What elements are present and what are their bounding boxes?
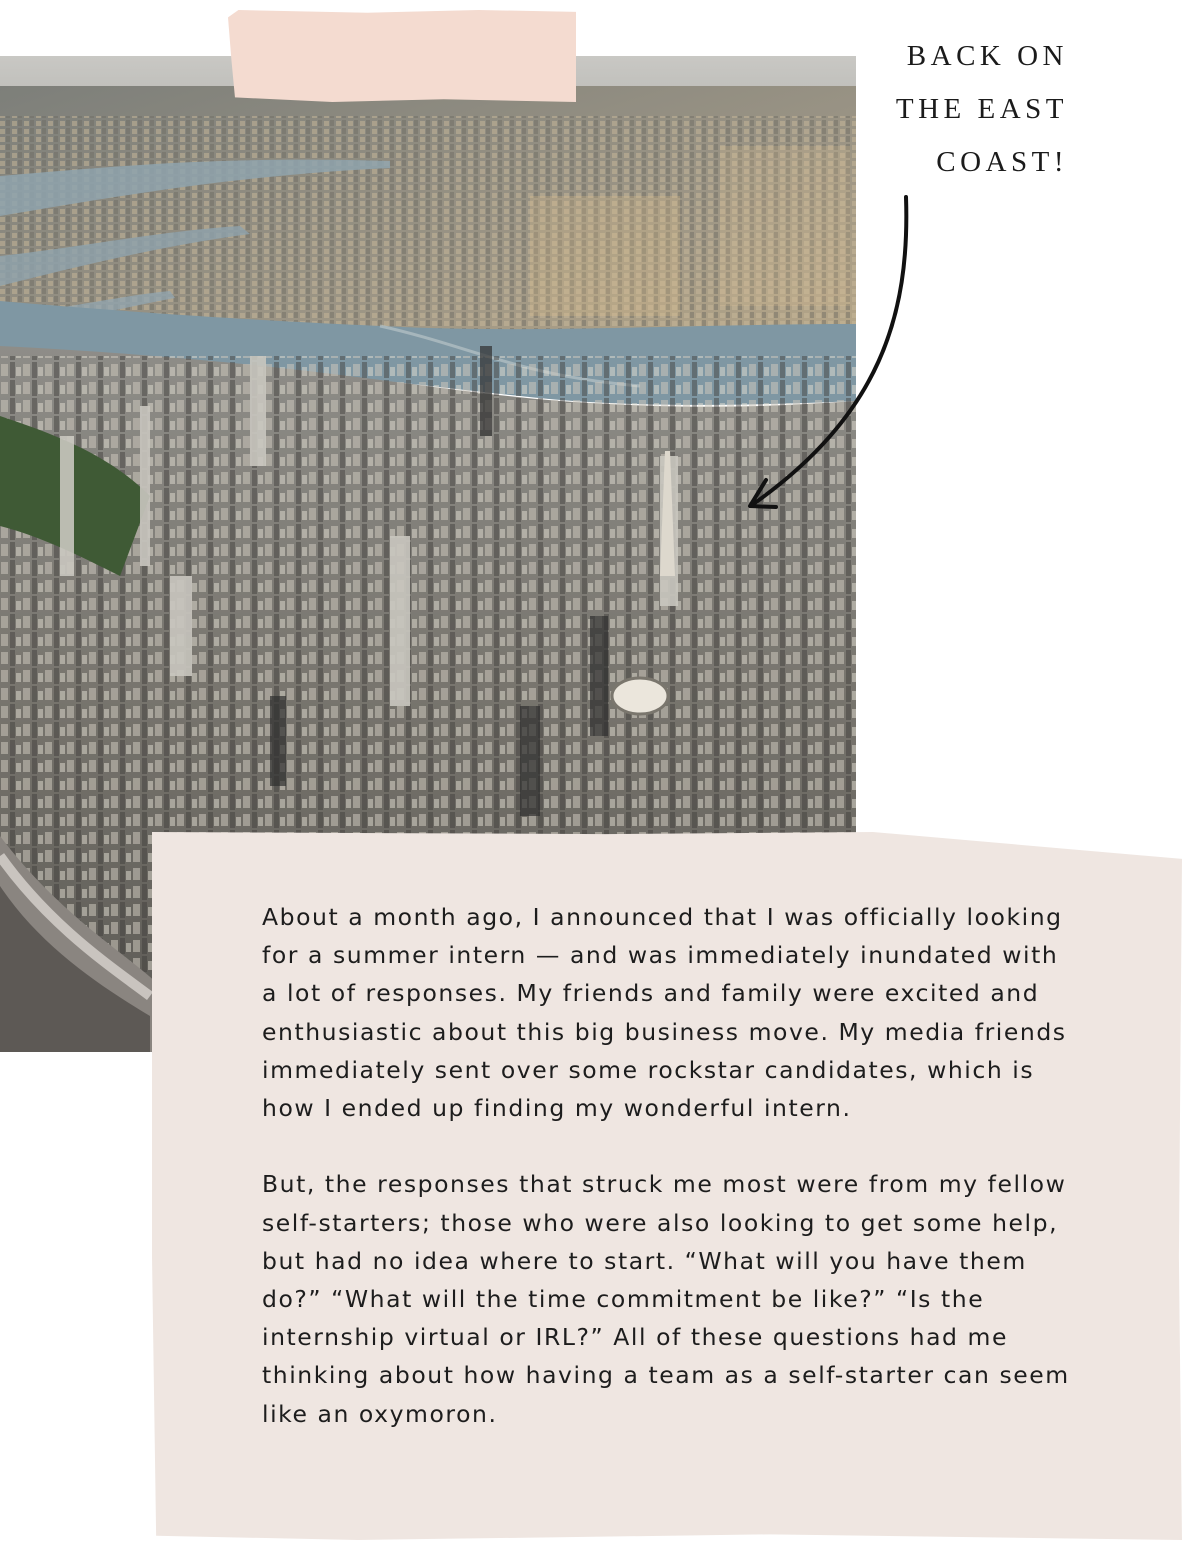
washi-tape-decoration (228, 10, 576, 102)
card-paragraph: About a month ago, I announced that I was officially looking for a summer intern — and was immediately inundated with a lot of responses. My friends and family were excited and enthusiastic about this big business move. My media friends immediately sent over some rockstar candidates, which is how I ended up finding my wonderful intern. (262, 903, 1067, 1123)
card-paragraph: But, the responses that struck me most were from my fellow self-starters; those who were also looking to get some help, but had no idea where to start. “What will you have them do?” “What will the time commitment be like?” “Is the internship virtual or IRL?” All of these questions had me thinking about how having a team as a self-starter can seem like an oxymoron. (262, 1170, 1070, 1428)
curved-arrow-icon (740, 195, 920, 515)
caption-line: COAST! (936, 146, 1068, 178)
caption-line: BACK ON (906, 40, 1068, 72)
caption-line: THE EAST (895, 93, 1068, 125)
photo-caption (848, 30, 1068, 189)
card-body (262, 898, 1082, 1471)
